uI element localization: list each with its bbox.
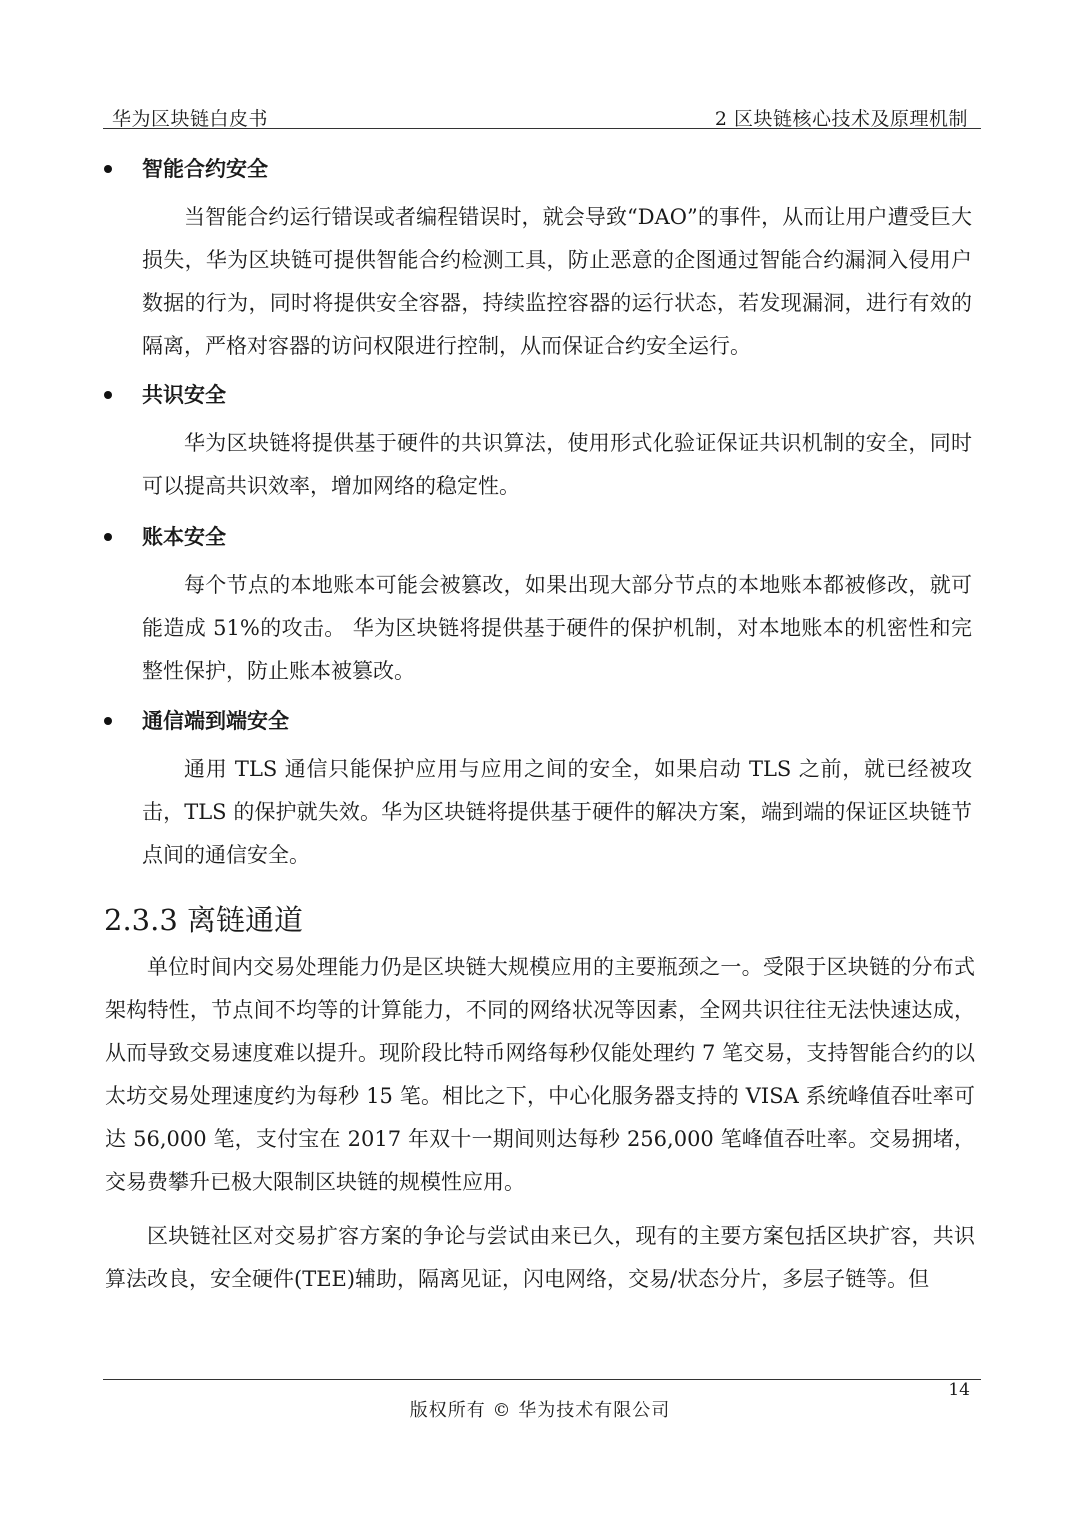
- running-header-title: 华为区块链白皮书: [112, 108, 269, 130]
- bullet-title: 智能合约安全: [142, 157, 268, 181]
- bullet-dot-icon: [104, 533, 112, 541]
- bullet-title: 通信端到端安全: [142, 709, 289, 733]
- bullet-paragraph: 当智能合约运行错误或者编程错误时，就会导致“DAO”的事件，从而让用户遭受巨大损失，华为区块链可提供智能合约检测工具，防止恶意的企图通过智能合约漏洞入侵用户数据的行为，同时将提供安全容器，持续监控容器的运行状态，若发现漏洞，进行有效的隔离，严格对容器的访问权限进行控制，从而保证合约安全运行。: [142, 205, 972, 358]
- body-paragraph: 区块链社区对交易扩容方案的争论与尝试由来已久，现有的主要方案包括区块扩容，共识算法改良，安全硬件(TEE)辅助，隔离见证，闪电网络，交易/状态分片，多层子链等。但: [105, 1224, 975, 1291]
- bullet-heading: [0, 378, 1080, 412]
- bullet-dot-icon: [104, 165, 112, 173]
- section-number: 2.3.3: [104, 903, 178, 937]
- bullet-paragraph: 每个节点的本地账本可能会被篡改，如果出现大部分节点的本地账本都被修改，就可能造成 51%的攻击。 华为区块链将提供基于硬件的保护机制，对本地账本的机密性和完整性保护，防止账本被篡改。: [142, 573, 972, 683]
- bullet-heading: [0, 704, 1080, 738]
- section-heading: [104, 898, 303, 942]
- page-number: 14: [948, 1380, 970, 1400]
- bullet-title: 账本安全: [142, 525, 226, 549]
- section-title: 离链通道: [187, 903, 304, 937]
- bullet-heading: [0, 520, 1080, 554]
- running-header-chapter: 2 区块链核心技术及原理机制: [714, 108, 968, 130]
- footer-rule: [103, 1379, 981, 1380]
- bullet-paragraph: 华为区块链将提供基于硬件的共识算法，使用形式化验证保证共识机制的安全，同时可以提高共识效率，增加网络的稳定性。: [142, 431, 972, 498]
- bullet-title: 共识安全: [142, 383, 226, 407]
- bullet-dot-icon: [104, 391, 112, 399]
- header-rule: [103, 128, 981, 129]
- bullet-paragraph: 通用 TLS 通信只能保护应用与应用之间的安全，如果启动 TLS 之前，就已经被攻击，TLS 的保护就失效。华为区块链将提供基于硬件的解决方案，端到端的保证区块链节点间的通信安全。: [142, 757, 972, 867]
- copyright-footer: 版权所有 © 华为技术有限公司: [409, 1400, 671, 1421]
- bullet-heading: [0, 152, 1080, 186]
- body-paragraph: 单位时间内交易处理能力仍是区块链大规模应用的主要瓶颈之一。受限于区块链的分布式架构特性，节点间不均等的计算能力，不同的网络状况等因素，全网共识往往无法快速达成，从而导致交易速度难以提升。现阶段比特币网络每秒仅能处理约 7 笔交易，支持智能合约的以太坊交易处理速度约为每秒 15 笔。相比之下，中心化服务器支持的 VISA 系统峰值吞吐率可达 56,000 笔，支付宝在 2017 年双十一期间则达每秒 256,000 笔峰值吞吐率。交易拥堵，交易费攀升已极大限制区块链的规模性应用。: [105, 955, 975, 1194]
- bullet-dot-icon: [104, 717, 112, 725]
